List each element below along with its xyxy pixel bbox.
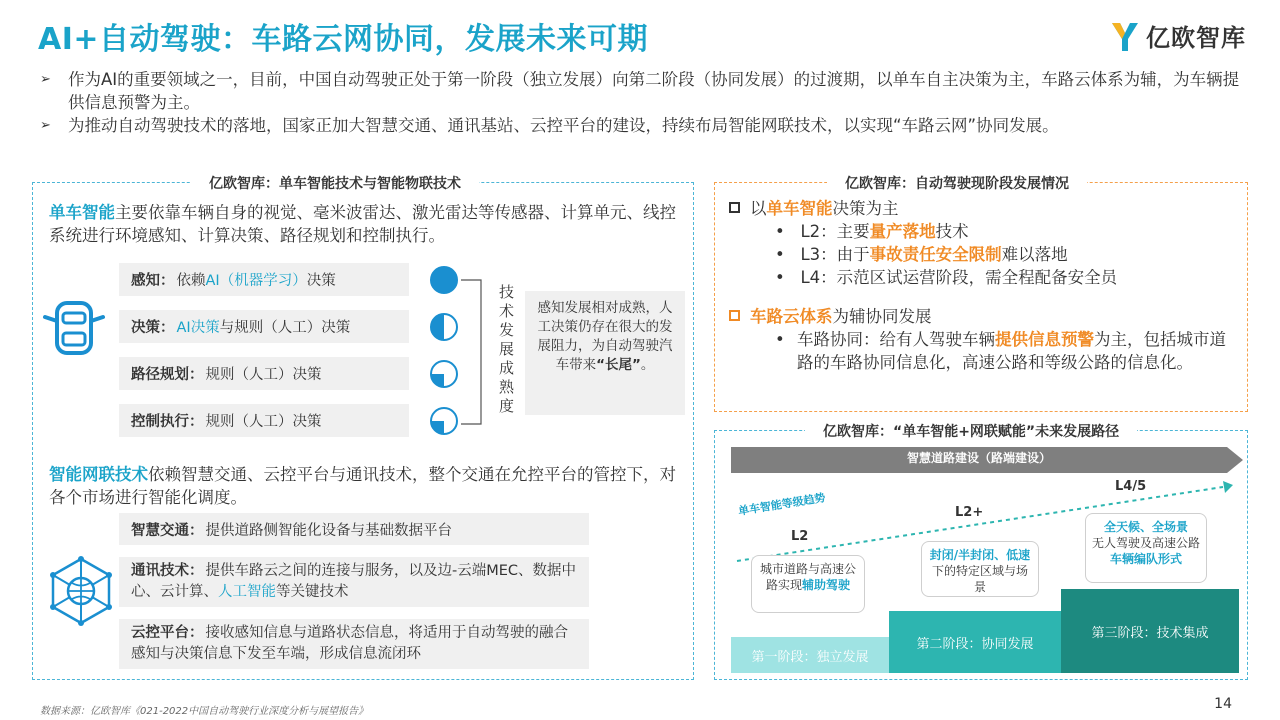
level-l45: L4/5 (1115, 479, 1147, 494)
single-row-path: 路径规划： 规则（人工）决策 (119, 357, 409, 390)
right-bottom-panel-title: 亿欧智库：“单车智能+网联赋能”未来发展路径 (805, 421, 1137, 441)
single-head: 单车智能 (49, 203, 115, 222)
maturity-pie-half (429, 312, 459, 342)
road-label: 智慧道路建设（路端建设） (906, 451, 1051, 465)
status-sub-vrc: • 车路协同：给有人驾驶车辆提供信息预警为主，包括城市道路的车路协同信息化，高速公路和等级公路的信息化。 (775, 330, 1226, 372)
level-l2plus: L2+ (955, 505, 984, 520)
status-sub-l4: • L4：示范区试运营阶段，需全程配备安全员 (775, 268, 1118, 287)
right-bottom-panel (714, 424, 1248, 680)
stage-2: 第二阶段：协同发展 (889, 611, 1061, 673)
brand-logo (1110, 18, 1246, 53)
arrow-icon: ➢ (40, 118, 51, 133)
single-intro: 单车智能主要依靠车辆自身的视觉、毫米波雷达、激光雷达等传感器、计算单元、线控系统进行环境感知、计算决策、路径规划和控制执行。 (49, 203, 676, 245)
page-number: 14 (1214, 696, 1232, 712)
car-icon (39, 299, 109, 357)
arrow-icon: ➢ (40, 72, 51, 87)
maturity-label: 技术发展成熟度 (499, 283, 515, 415)
stage-2-box: 封闭/半封闭、低速下的特定区域与场景 (921, 541, 1039, 597)
stage-1: 第一阶段：独立发展 (731, 637, 889, 673)
intro-bullets (40, 68, 1250, 137)
maturity-pie-full (429, 265, 459, 295)
logo-icon (1110, 19, 1140, 53)
iot-row-smart-traffic: 智慧交通： 提供道路侧智能化设备与基础数据平台 (119, 513, 589, 545)
status-item-single: 以单车智能决策为主 (729, 197, 1237, 220)
maturity-pie-quarter (429, 406, 459, 436)
data-source: 数据来源：亿欧智库《021-2022中国自动驾驶行业深度分析与展望报告》 (40, 706, 369, 717)
square-bullet-icon (729, 202, 740, 213)
single-row-control: 控制执行： 规则（人工）决策 (119, 404, 409, 437)
left-panel-title: 亿欧智库：单车智能技术与智能物联技术 (191, 173, 479, 193)
bracket-line (461, 279, 497, 425)
left-panel (32, 176, 694, 680)
stage-3-box: 全天候、全场景 无人驾驶及高速公路车辆编队形式 (1085, 513, 1207, 583)
iot-row-communication: 通讯技术： 提供车路云之间的连接与服务，以及边-云端MEC、数据中心、云计算、人工智能等关键技术 (119, 557, 589, 607)
maturity-note: 感知发展相对成熟，人工决策仍存在很大的发展阻力，为自动驾驶汽车带来“长尾”。 (525, 291, 685, 415)
intro-bullet: ➢ 作为AI的重要领域之一，目前，中国自动驾驶正处于第一阶段（独立发展）向第二阶段（协同发展）的过渡期，以单车自主决策为主，车路云体系为辅，为车辆提供信息预警为主。 (40, 70, 1240, 112)
stage-1-box: 城市道路与高速公路实现辅助驾驶 (751, 555, 865, 613)
logo-text: 亿欧智库 (1146, 24, 1246, 52)
trend-label: 单车智能等级趋势 (737, 491, 827, 518)
status-sub-l3: • L3：由于事故责任安全限制难以落地 (775, 245, 1068, 264)
single-row-perception: 感知： 依赖 AI（机器学习） 决策 (119, 263, 409, 296)
maturity-pie-quarter (429, 359, 459, 389)
right-top-panel-title: 亿欧智库：自动驾驶现阶段发展情况 (827, 173, 1087, 193)
status-item-vrc: 车路云体系为辅协同发展 (729, 305, 1237, 328)
intro-bullet: ➢ 为推动自动驾驶技术的落地，国家正加大智慧交通、通讯基站、云控平台的建设，持续布局智能网联技术，以实现“车路云网”协同发展。 (40, 116, 1059, 135)
level-l2: L2 (791, 529, 809, 544)
network-globe-icon (45, 555, 117, 627)
single-row-decision: 决策： AI决策 与规则（人工）决策 (119, 310, 409, 343)
iot-row-cloud-control: 云控平台： 接收感知信息与道路状态信息，将适用于自动驾驶的融合感知与决策信息下发至车端，形成信息流闭环 (119, 619, 589, 669)
iot-intro: 智能网联技术依赖智慧交通、云控平台与通讯技术，整个交通在允控平台的管控下，对各个市场进行智能化调度。 (49, 465, 676, 507)
stage-3: 第三阶段：技术集成 (1061, 589, 1239, 673)
iot-head: 智能网联技术 (49, 465, 148, 484)
square-bullet-icon (729, 310, 740, 321)
right-top-panel (714, 176, 1248, 412)
status-sub-l2: • L2：主要量产落地技术 (775, 222, 969, 241)
page-title: AI+自动驾驶：车路云网协同，发展未来可期 (38, 22, 649, 57)
